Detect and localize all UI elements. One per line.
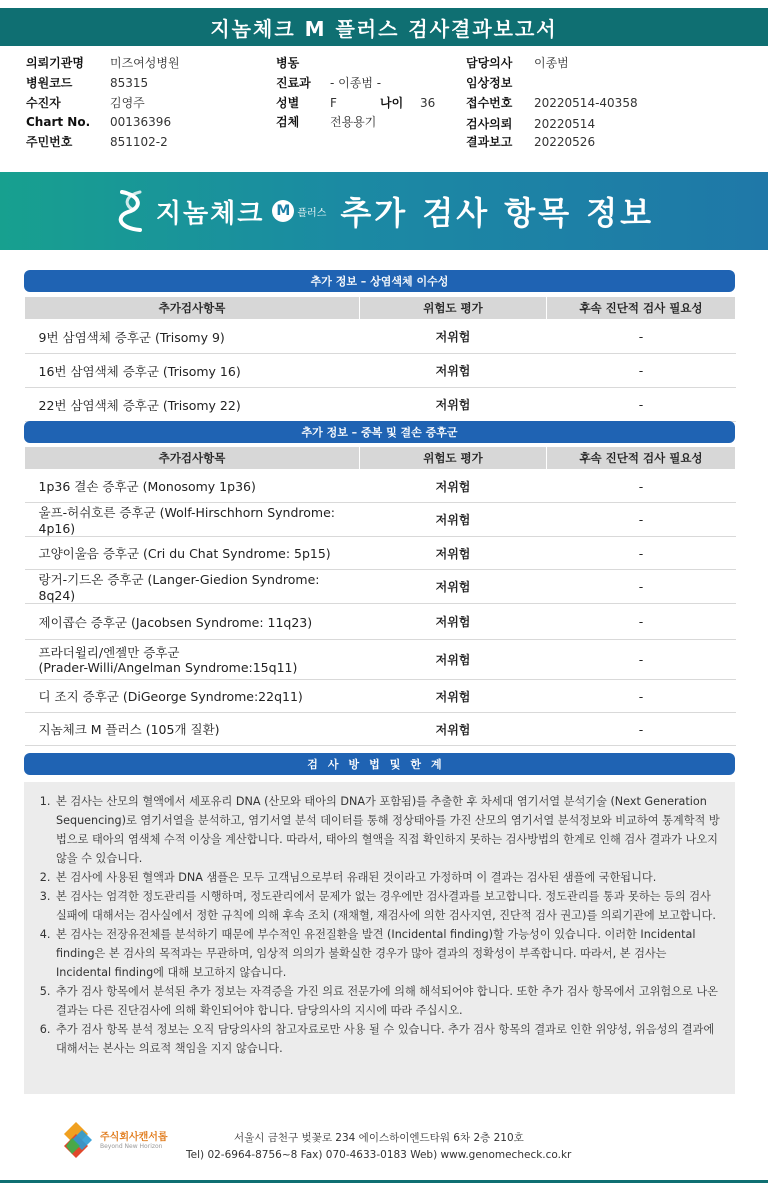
report-date-value: 20220526 — [534, 135, 596, 149]
aneuploidy-table — [24, 296, 736, 422]
chart-label: Chart No. — [26, 115, 91, 129]
risk-cell: 저위험 — [360, 388, 547, 422]
specimen-label: 검체 — [276, 115, 300, 129]
followup-cell: - — [547, 354, 736, 388]
item-cell: 16번 삼염색체 증후군 (Trisomy 16) — [25, 354, 360, 388]
ward-row — [276, 54, 330, 71]
table-row — [25, 570, 736, 604]
table-header-row — [25, 297, 736, 320]
doctor-row — [466, 54, 569, 71]
table-row — [25, 713, 736, 746]
followup-cell: - — [547, 503, 736, 537]
company-address: 서울시 금천구 벚꽃로 234 에이스하이엔드타워 6차 2층 210호 — [234, 1132, 524, 1144]
specimen-value: 전용용기 — [330, 115, 377, 129]
clinical-label: 임상정보 — [466, 76, 513, 90]
resident-value: 851102-2 — [110, 135, 168, 149]
method-item: 5. 추가 검사 항목에서 분석된 추가 정보는 자격증을 가진 의료 전문가에 의해 해석되어야 합니다. 또한 추가 검사 항목에서 고위험으로 나온 결과는 다른 진단검사에 의해 확인되어야 합니다. 담당의사의 지시에 따라 주십시오. — [54, 982, 721, 1020]
request-value: 20220514 — [534, 117, 596, 131]
company-name: 주식회사캔서롭 — [100, 1132, 168, 1143]
item-cell: 지놈체크 M 플러스 (105개 질환) — [25, 713, 360, 746]
company-contact: Tel) 02-6964-8756~8 Fax) 070-4633-0183 Web) www.genomecheck.co.kr — [186, 1149, 572, 1161]
methods-box — [24, 782, 735, 1094]
method-item: 6. 추가 검사 항목 분석 정보는 오직 담당의사의 참고자료로만 사용 될 수 있습니다. 추가 검사 항목의 결과로 인한 위양성, 위음성의 결과에 대해서는 본사는 의료적 책임을 지지 않습니다. — [54, 1020, 721, 1058]
followup-cell: - — [547, 680, 736, 713]
item-cell: 제이콥슨 증후군 (Jacobsen Syndrome: 11q23) — [25, 604, 360, 640]
item-cell: 랑거-기드온 증후군 (Langer-Giedion Syndrome: 8q24) — [25, 570, 360, 604]
risk-cell: 저위험 — [360, 354, 547, 388]
item-line-2: (Prader-Willi/Angelman Syndrome:15q11) — [38, 659, 298, 675]
table-row — [25, 388, 736, 422]
table-row — [25, 640, 736, 680]
table-row — [25, 354, 736, 388]
table-row — [25, 320, 736, 354]
patient-label: 수진자 — [26, 96, 61, 110]
method-item: 2. 본 검사에 사용된 혈액과 DNA 샘플은 모두 고객님으로부터 유래된 것이라고 가정하며 이 결과는 검사된 샘플에 국한됩니다. — [54, 868, 721, 887]
header-risk: 위험도 평가 — [360, 447, 547, 470]
resident-row — [26, 133, 168, 150]
risk-cell: 저위험 — [360, 604, 547, 640]
item-cell: 디 조지 증후군 (DiGeorge Syndrome:22q11) — [25, 680, 360, 713]
receipt-value: 20220514-40358 — [534, 96, 638, 110]
patient-value: 김영주 — [110, 96, 145, 110]
item-cell: 고양이울음 증후군 (Cri du Chat Syndrome: 5p15) — [25, 537, 360, 570]
dna-helix-icon — [114, 188, 150, 234]
header-item: 추가검사항목 — [25, 297, 360, 320]
item-cell: 22번 삼염색체 증후군 (Trisomy 22) — [25, 388, 360, 422]
receipt-label: 접수번호 — [466, 96, 513, 110]
risk-cell: 저위험 — [360, 570, 547, 604]
request-label: 검사의뢰 — [466, 117, 513, 131]
risk-cell: 저위험 — [360, 470, 547, 503]
table-row — [25, 680, 736, 713]
specimen-row — [276, 113, 376, 130]
table-row — [25, 470, 736, 503]
table-header-row — [25, 447, 736, 470]
risk-cell: 저위험 — [360, 640, 547, 680]
ward-label: 병동 — [276, 56, 300, 70]
request-row — [466, 115, 595, 132]
doctor-value: 이종범 — [534, 56, 569, 70]
risk-cell: 저위험 — [360, 537, 547, 570]
deletion-table — [24, 446, 736, 746]
institution-value: 미즈여성병원 — [110, 56, 180, 70]
company-slogan: Beyond New Horizon — [100, 1143, 163, 1150]
risk-cell: 저위험 — [360, 713, 547, 746]
risk-cell: 저위험 — [360, 680, 547, 713]
footer — [0, 1108, 768, 1178]
age-label: 나이 — [380, 96, 404, 110]
followup-cell: - — [547, 570, 736, 604]
header-followup: 후속 진단적 검사 필요성 — [547, 297, 736, 320]
followup-cell: - — [547, 604, 736, 640]
item-cell: 9번 삼염색체 증후군 (Trisomy 9) — [25, 320, 360, 354]
clinical-row — [466, 74, 534, 91]
hospital-code-label: 병원코드 — [26, 76, 73, 90]
table-row — [25, 503, 736, 537]
risk-cell: 저위험 — [360, 503, 547, 537]
method-item: 4. 본 검사는 전장유전체를 분석하기 때문에 부수적인 유전질환을 발견 (Incidental finding)할 가능성이 있습니다. 이러한 Incidental finding은 본 검사의 목적과는 무관하며, 임상적 의의가 불확실한 경우가 많아 결과의 정확성이 부족합니다. 따라서, 본 검사는 Incidental finding에 대해 보고하지 않습니다. — [54, 925, 721, 982]
report-date-label: 결과보고 — [466, 135, 513, 149]
followup-cell: - — [547, 388, 736, 422]
doctor-label: 담당의사 — [466, 56, 513, 70]
table-row — [25, 537, 736, 570]
institution-label: 의뢰기관명 — [26, 56, 84, 70]
risk-cell: 저위험 — [360, 320, 547, 354]
item-cell: 울프-허쉬호른 증후군 (Wolf-Hirschhorn Syndrome: 4p16) — [25, 503, 360, 537]
additional-tests-banner — [0, 172, 768, 250]
dept-row — [276, 74, 381, 91]
report-date-row — [466, 133, 595, 150]
hospital-code-value: 85315 — [110, 76, 149, 90]
receipt-row — [466, 94, 638, 111]
section-aneuploidy-title: 추가 정보 – 상염색체 이수성 — [24, 270, 735, 292]
banner-title: 추가 검사 항목 정보 — [340, 194, 655, 232]
chart-value: 00136396 — [110, 115, 172, 129]
header-risk: 위험도 평가 — [360, 297, 547, 320]
dept-value: - 이종범 - — [330, 76, 382, 90]
sex-value: F — [330, 96, 337, 110]
table-row — [25, 604, 736, 640]
item-line-1: 프라더윌리/엔젤만 증후군 — [38, 644, 180, 660]
dept-label: 진료과 — [276, 76, 311, 90]
patient-info — [26, 54, 746, 154]
plus-text: 플러스 — [297, 207, 327, 219]
m-badge: M — [272, 200, 294, 222]
chart-row — [26, 115, 171, 129]
hospital-code-row — [26, 74, 148, 91]
resident-label: 주민번호 — [26, 135, 73, 149]
section-deletion-title: 추가 정보 – 중복 및 결손 증후군 — [24, 421, 735, 443]
sex-label: 성별 — [276, 96, 300, 110]
genomecheck-logo — [114, 188, 326, 234]
bottom-divider — [0, 1180, 768, 1183]
brand-name: 지놈체크 — [155, 198, 265, 229]
methods-title: 검사방법및한계 — [24, 753, 735, 775]
header-followup: 후속 진단적 검사 필요성 — [547, 447, 736, 470]
institution-row — [26, 54, 180, 71]
patient-row — [26, 94, 145, 111]
followup-cell: - — [547, 537, 736, 570]
followup-cell: - — [547, 640, 736, 680]
methods-list — [24, 782, 735, 1058]
sex-row — [276, 94, 435, 111]
method-item: 3. 본 검사는 엄격한 정도관리를 시행하며, 정도관리에서 문제가 없는 경우에만 검사결과를 보고합니다. 정도관리를 통과 못하는 등의 검사실패에 대해서는 검사실에서 정한 규칙에 의해 후속 조치 (재채혈, 재검사에 의한 검사지연, 진단적 검사 권고)를 의뢰기관에 보고합니다. — [54, 887, 721, 925]
followup-cell: - — [547, 470, 736, 503]
item-cell — [25, 640, 360, 680]
item-cell: 1p36 결손 증후군 (Monosomy 1p36) — [25, 470, 360, 503]
report-title: 지놈체크 M 플러스 검사결과보고서 — [0, 8, 768, 46]
method-item: 1. 본 검사는 산모의 혈액에서 세포유리 DNA (산모와 태아의 DNA가 포함됨)를 추출한 후 차세대 염기서열 분석기술 (Next Generation Sequencing)로 염기서열을 분석하고, 염기서열 분석 데이터를 통해 정상태아를 가진 산모의 염기서열 분석정보와 비교하여 통계학적 방법으로 태아의 염색체 수적 이상을 계산합니다. 따라서, 태아의 혈액을 직접 확인하지 못하는 검사방법의 한계로 인해 검사 결과가 나오지 않을 수 있습니다. — [54, 792, 721, 868]
age-value: 36 — [420, 96, 436, 110]
followup-cell: - — [547, 320, 736, 354]
header-item: 추가검사항목 — [25, 447, 360, 470]
followup-cell: - — [547, 713, 736, 746]
